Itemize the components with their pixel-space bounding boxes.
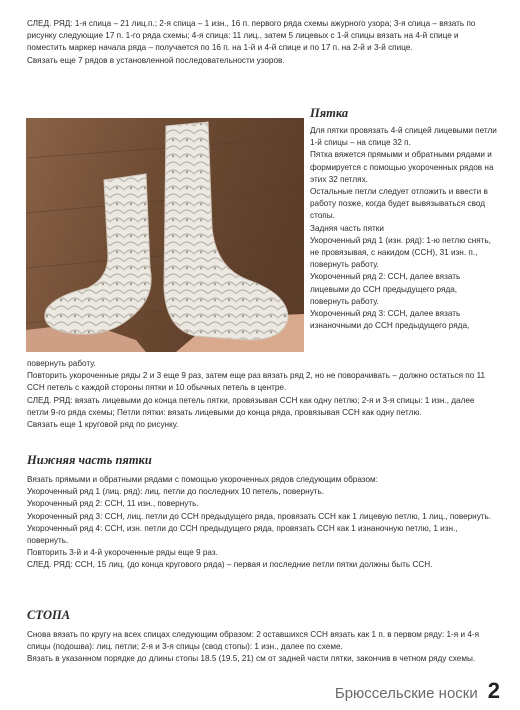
footer-title: Брюссельские носки bbox=[334, 685, 478, 702]
paragraph: Остальные петли следует отложить и ввести в работу позже, когда будет вывязываться свод стопы. bbox=[310, 187, 488, 221]
paragraph: Укороченный ряд 3: ССН, лиц. петли до ССН предыдущего ряда, провязать ССН как 1 лицевую петлю, 1 лиц., повернуть. bbox=[27, 511, 492, 521]
paragraph: Укороченный ряд 4: ССН, изн. петли до ССН предыдущего ряда, провязать ССН как 1 изнаночную петлю, 1 изн., повернуть. bbox=[27, 523, 458, 546]
paragraph: СЛЕД. РЯД: 1-я спица – 21 лиц.п.; 2-я спица – 1 изн., 16 п. первого ряда схемы ажурного узора; 3-я спица – вязать по рисунку следующие 17 п. 1-го ряда схемы; 4-я спица: 11 лиц., затем 5 лицевых с 1-й спицы вязать на 4-й спице и поместить маркер начала ряда – получается по 16 п. на 1-й и 4-й спице и по 17 п. на 2-й и 3-й спице. bbox=[27, 19, 476, 53]
paragraph: СЛЕД. РЯД: ССН, 15 лиц. (до конца кругового ряда) – первая и последние петли пятки должны быть ССН. bbox=[27, 560, 433, 570]
foot-section bbox=[27, 608, 497, 666]
paragraph: Пятка вяжется прямыми и обратными рядами и формируется с помощью укороченных рядов на этих 32 петлях. bbox=[310, 150, 494, 184]
paragraph: Укороченный ряд 2: ССН, 11 изн., повернуть. bbox=[27, 499, 199, 509]
heel-continued bbox=[27, 358, 497, 431]
page-footer bbox=[335, 678, 500, 708]
paragraph: Вязать в указанном порядке до длины стопы 18.5 (19.5, 21) см от задней части пятки, закончив в четном ряду схемы. bbox=[27, 654, 476, 664]
socks-photo bbox=[26, 118, 304, 352]
paragraph: СЛЕД. РЯД: вязать лицевыми до конца петель пятки, провязывая ССН как одну петлю; 2-я и 3-я спицы: 1 изн., далее петли 9-го ряда схемы; Петли пятки: вязать лицевыми до конца ряда, провязывая ССН как одну петлю. bbox=[27, 395, 475, 417]
paragraph: повернуть работу. bbox=[27, 359, 96, 368]
intro-text bbox=[27, 18, 497, 67]
paragraph: Связать еще 1 круговой ряд по рисунку. bbox=[27, 420, 179, 430]
paragraph: Укороченный ряд 1 (изн. ряд): 1-ю петлю снять, не провязывая, с накидом (ССН), 31 изн. п., повернуть работу. bbox=[310, 235, 491, 270]
section-heading: СТОПА bbox=[27, 608, 71, 622]
paragraph: Снова вязать по кругу на всех спицах следующим образом: 2 оставшихся ССН вязать как 1 п. в первом ряду: 1-я и 4-я спицы (подошва): лиц. петли; 2-я и 3-я спицы (свод стопы): 1 изн., далее по схеме. bbox=[27, 630, 480, 652]
paragraph: Повторить 3-й и 4-й укороченные ряды еще 9 раз. bbox=[27, 548, 218, 558]
paragraph: Для пятки провязать 4-й спицей лицевыми петли 1-й спицы – на спице 32 п. bbox=[310, 126, 497, 148]
paragraph: Вязать прямыми и обратными рядами с помощью укороченных рядов следующим образом: bbox=[27, 475, 378, 484]
socks-illustration bbox=[26, 118, 304, 352]
paragraph: Укороченный ряд 2: ССН, далее вязать лицевыми до ССН предыдущего ряда, повернуть работу. bbox=[310, 272, 461, 306]
paragraph: Задняя часть пятки bbox=[310, 223, 384, 233]
heel-section bbox=[310, 106, 498, 332]
paragraph: Укороченный ряд 3: ССН, далее вязать изнаночными до ССН предыдущего ряда, bbox=[310, 309, 470, 331]
page-number: 2 bbox=[487, 678, 500, 703]
paragraph: Повторить укороченные ряды 2 и 3 еще 9 раз, затем еще раз вязать ряд 2, но не поворачивать – должно остаться по 11 ССН петель с каждой стороны пятки и 10 обычных петель в центре. bbox=[27, 371, 486, 393]
paragraph: Связать еще 7 рядов в установленной последовательности узоров. bbox=[27, 55, 285, 65]
section-heading: Пятка bbox=[310, 106, 349, 120]
section-heading: Нижняя часть пятки bbox=[27, 453, 152, 467]
paragraph: Укороченный ряд 1 (лиц. ряд): лиц. петли до последних 10 петель, повернуть. bbox=[27, 487, 325, 497]
heel-bottom-section bbox=[27, 453, 497, 572]
